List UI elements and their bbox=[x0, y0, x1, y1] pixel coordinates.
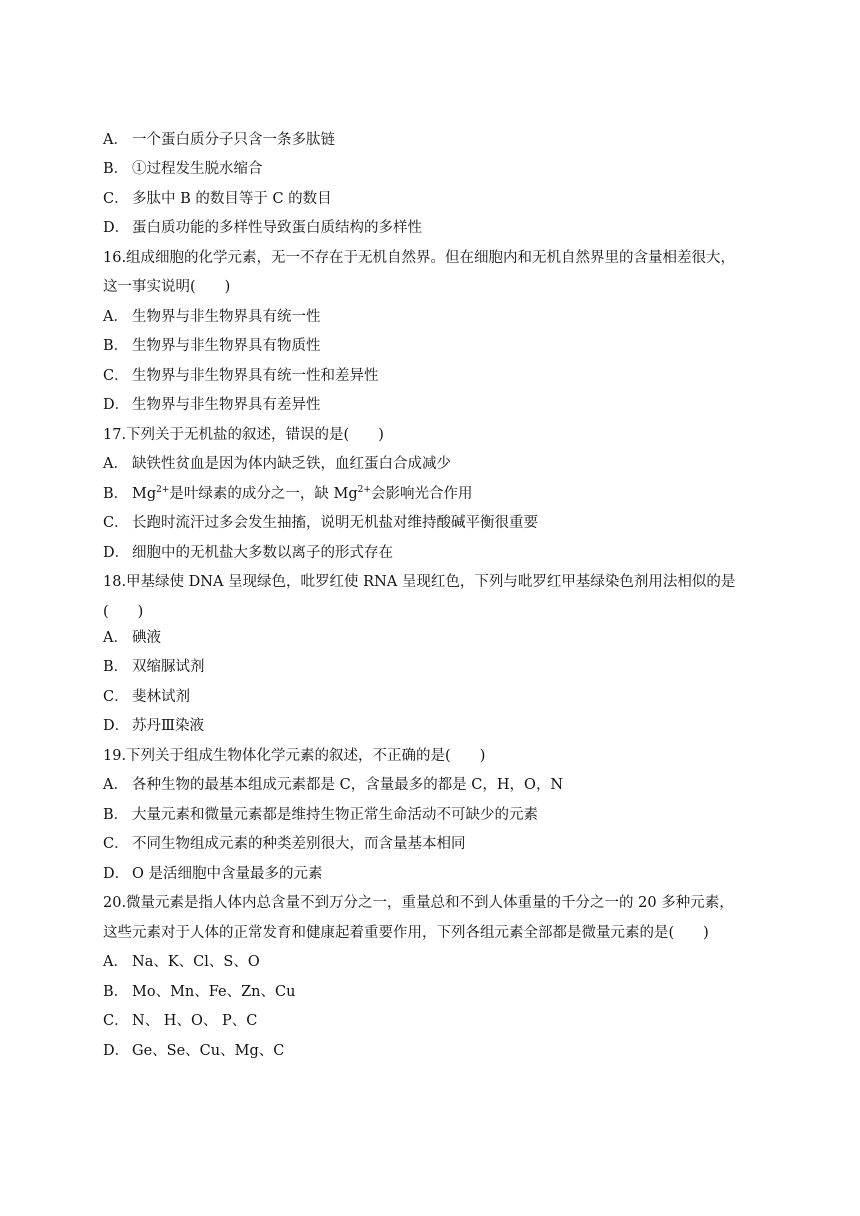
q15-option-c bbox=[103, 189, 332, 209]
q18-stem-line2: ( ) bbox=[103, 604, 144, 620]
q19-option-d bbox=[103, 864, 323, 884]
option-label: D． bbox=[103, 718, 130, 734]
option-text: 生物界与非生物界具有统一性 bbox=[132, 309, 321, 325]
q20-option-a bbox=[103, 952, 260, 972]
option-text: N、 H、O、 P、C bbox=[132, 1013, 258, 1029]
q20-option-b bbox=[103, 982, 295, 1002]
option-label: C． bbox=[103, 1013, 129, 1029]
option-text: 缺铁性贫血是因为体内缺乏铁，血红蛋白合成减少 bbox=[132, 456, 451, 472]
superscript-charge: 2+ bbox=[357, 485, 371, 495]
option-text: O 是活细胞中含量最多的元素 bbox=[132, 866, 323, 882]
option-label: B． bbox=[103, 338, 129, 354]
q18-option-d bbox=[103, 716, 204, 736]
q19-option-c bbox=[103, 834, 466, 854]
q16-option-b bbox=[103, 336, 321, 356]
q15-option-d bbox=[103, 218, 422, 238]
option-label: D． bbox=[103, 545, 130, 561]
q15-option-a bbox=[103, 130, 335, 150]
option-text: 长跑时流汗过多会发生抽搐，说明无机盐对维持酸碱平衡很重要 bbox=[132, 515, 538, 531]
option-text: 多肽中 B 的数目等于 C 的数目 bbox=[132, 191, 332, 207]
q19-option-a bbox=[103, 775, 563, 795]
q20-option-d bbox=[103, 1041, 284, 1061]
option-text: 细胞中的无机盐大多数以离子的形式存在 bbox=[132, 545, 393, 561]
q19-option-b bbox=[103, 805, 538, 825]
option-text-part2: 是叶绿素的成分之一，缺 Mg bbox=[169, 486, 358, 502]
option-label: D． bbox=[103, 220, 130, 236]
option-text: 蛋白质功能的多样性导致蛋白质结构的多样性 bbox=[132, 220, 422, 236]
q20-stem-line2: 这些元素对于人体的正常发育和健康起着重要作用，下列各组元素全部都是微量元素的是( ) bbox=[103, 925, 709, 941]
q16-stem-line2: 这一事实说明( ) bbox=[103, 279, 231, 295]
option-text: 双缩脲试剂 bbox=[132, 659, 205, 675]
option-label: C． bbox=[103, 368, 129, 384]
option-label: A． bbox=[103, 132, 128, 148]
option-label: D． bbox=[103, 1043, 130, 1059]
option-label: A． bbox=[103, 309, 128, 325]
option-label: C． bbox=[103, 689, 129, 705]
option-text: 一个蛋白质分子只含一条多肽链 bbox=[132, 132, 335, 148]
option-label: B． bbox=[103, 486, 129, 502]
q18-option-b bbox=[103, 657, 205, 677]
option-text-part1: Mg bbox=[132, 486, 157, 502]
q18-option-c bbox=[103, 687, 190, 707]
q17-option-b bbox=[103, 484, 472, 504]
q16-option-c bbox=[103, 366, 379, 386]
option-text: Ge、Se、Cu、Mg、C bbox=[132, 1043, 285, 1059]
superscript-charge: 2+ bbox=[156, 485, 170, 495]
q19-stem: 19.下列关于组成生物体化学元素的叙述，不正确的是( ) bbox=[103, 748, 486, 764]
option-label: A． bbox=[103, 954, 128, 970]
option-label: B． bbox=[103, 659, 129, 675]
q20-option-c bbox=[103, 1011, 257, 1031]
q18-option-a bbox=[103, 628, 161, 648]
option-text: 大量元素和微量元素都是维持生物正常生命活动不可缺少的元素 bbox=[132, 807, 538, 823]
q20-stem-line1: 20.微量元素是指人体内总含量不到万分之一，重量总和不到人体重量的千分之一的 20 多种元素， bbox=[103, 895, 734, 911]
option-label: C． bbox=[103, 191, 129, 207]
option-label: D． bbox=[103, 397, 130, 413]
option-label: C． bbox=[103, 515, 129, 531]
option-text: Mo、Mn、Fe、Zn、Cu bbox=[132, 984, 296, 1000]
option-text: ①过程发生脱水缩合 bbox=[132, 161, 263, 177]
option-text-part3: 会影响光合作用 bbox=[370, 486, 473, 502]
option-label: B． bbox=[103, 984, 129, 1000]
option-label: A． bbox=[103, 777, 128, 793]
q17-option-a bbox=[103, 454, 451, 474]
option-text: 不同生物组成元素的种类差别很大，而含量基本相同 bbox=[132, 836, 466, 852]
q17-stem: 17.下列关于无机盐的叙述，错误的是( ) bbox=[103, 427, 384, 443]
option-label: B． bbox=[103, 807, 129, 823]
q17-option-d bbox=[103, 543, 393, 563]
option-text: 斐林试剂 bbox=[132, 689, 190, 705]
q18-stem-line1: 18.甲基绿使 DNA 呈现绿色，吡罗红使 RNA 呈现红色，下列与吡罗红甲基绿染色剂用法相似的是 bbox=[103, 574, 736, 590]
option-text: 各种生物的最基本组成元素都是 C，含量最多的都是 C，H，O，N bbox=[132, 777, 564, 793]
q17-option-c bbox=[103, 513, 538, 533]
option-text: 生物界与非生物界具有物质性 bbox=[132, 338, 321, 354]
option-label: D． bbox=[103, 866, 130, 882]
q16-option-a bbox=[103, 307, 321, 327]
option-label: B． bbox=[103, 161, 129, 177]
option-label: A． bbox=[103, 630, 128, 646]
option-label: A． bbox=[103, 456, 128, 472]
q16-stem-line1: 16.组成细胞的化学元素，无一不存在于无机自然界。但在细胞内和无机自然界里的含量相差很大， bbox=[103, 250, 736, 266]
q15-option-b bbox=[103, 159, 263, 179]
option-text: 碘液 bbox=[132, 630, 161, 646]
option-text: 苏丹Ⅲ染液 bbox=[132, 718, 204, 734]
q16-option-d bbox=[103, 395, 321, 415]
option-text: 生物界与非生物界具有差异性 bbox=[132, 397, 321, 413]
option-label: C． bbox=[103, 836, 129, 852]
option-text: Na、K、Cl、S、O bbox=[132, 954, 260, 970]
option-text: 生物界与非生物界具有统一性和差异性 bbox=[132, 368, 379, 384]
